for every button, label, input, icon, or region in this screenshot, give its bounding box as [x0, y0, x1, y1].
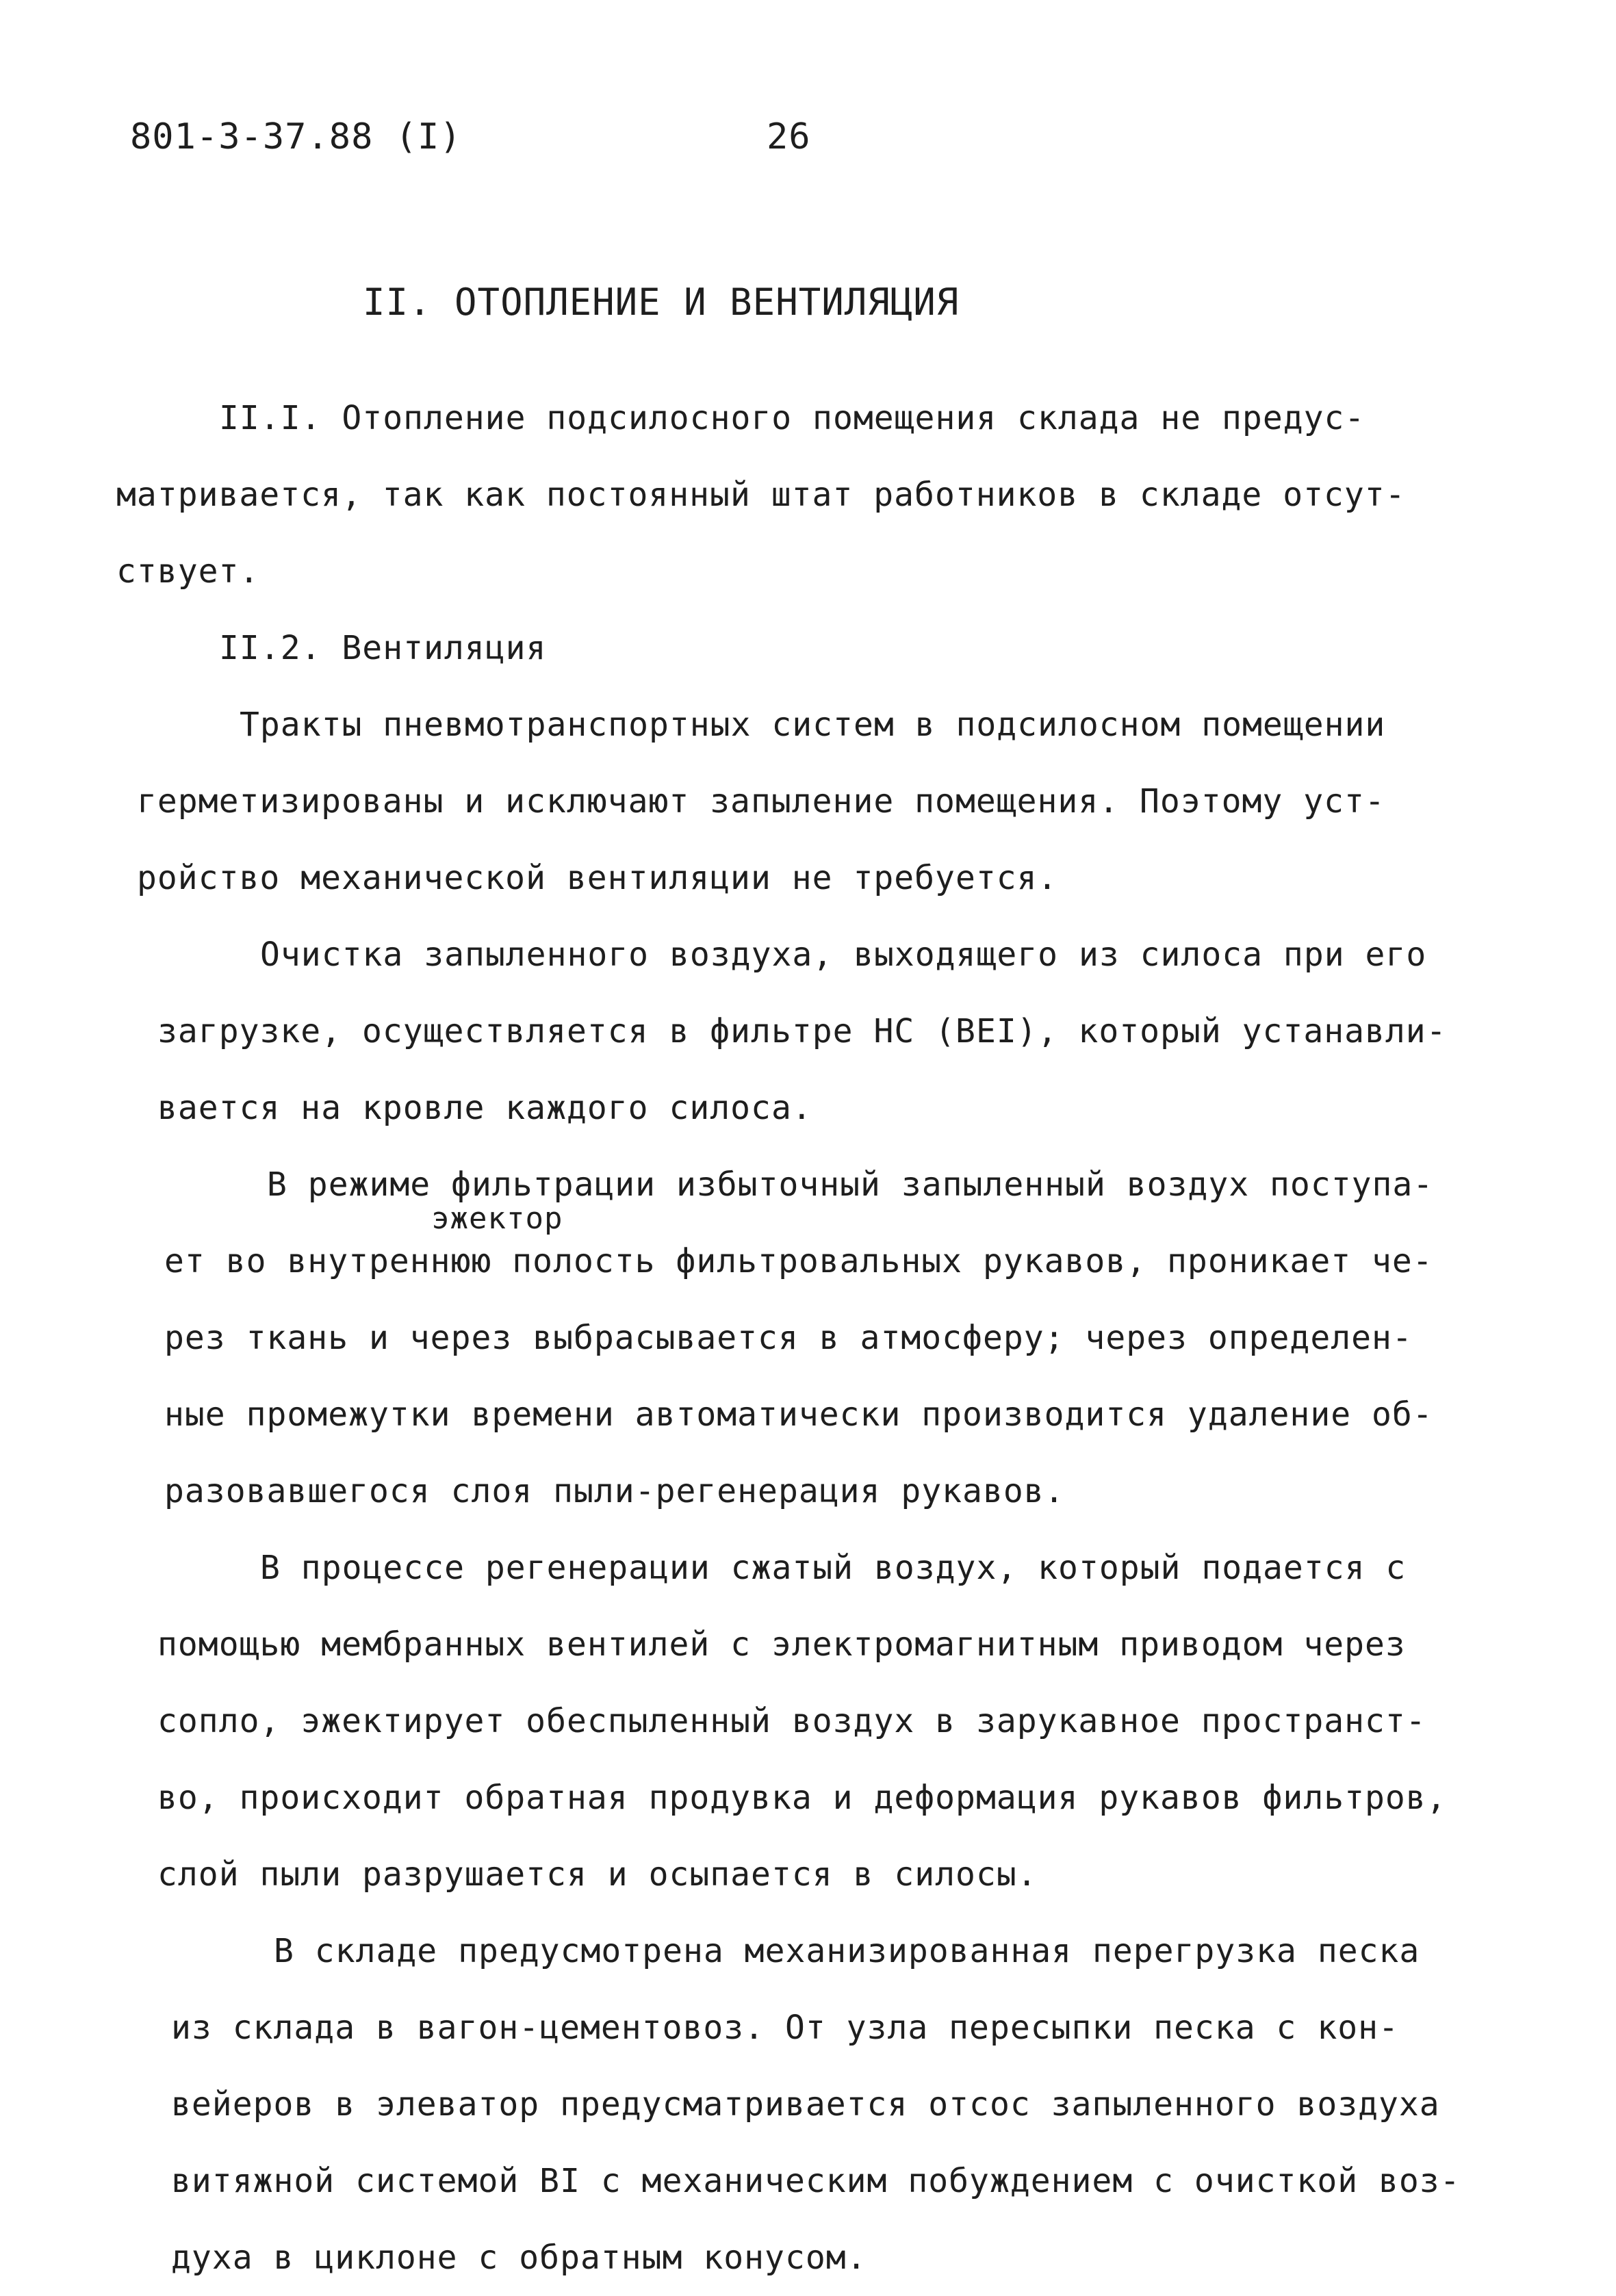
text-line: витяжной системой ВI с механическим побуждением с очисткой воз-: [171, 2162, 1461, 2200]
text-line: сопло, эжектирует обеспыленный воздух в зарукавное пространст-: [157, 1702, 1426, 1740]
text-line: ствует.: [116, 552, 260, 591]
paragraph-pneumatic-tracts: [137, 686, 1492, 916]
text-line: загрузке, осуществляется в фильтре НС (ВЕI), который устанавли-: [157, 1012, 1447, 1050]
text-line: во, происходит обратная продувка и деформация рукавов фильтров,: [157, 1779, 1447, 1817]
text-line: вейеров в элеватор предусматривается отсос запыленного воздуха: [171, 2085, 1440, 2124]
text-line: матривается, так как постоянный штат работников в складе отсут-: [116, 476, 1406, 514]
text-line: из склада в вагон-цементовоз. От узла пересыпки песка с кон-: [171, 2009, 1399, 2047]
text-line: разовавшегося слоя пыли-регенерация рукавов.: [164, 1472, 1065, 1510]
document-body: [116, 380, 1492, 2296]
document-code: 801-3-37.88 (I): [130, 116, 462, 157]
text-line: слой пыли разрушается и осыпается в силосы.: [157, 1855, 1038, 1894]
text-line: II.I. Отопление подсилосного помещения склада не предус-: [219, 399, 1365, 437]
paragraph-filtration-mode: [164, 1146, 1492, 1530]
section-title: II. ОТОПЛЕНИЕ И ВЕНТИЛЯЦИЯ: [363, 281, 960, 324]
paragraph-ventilation-heading: [116, 610, 1492, 686]
paragraph-air-cleaning: [157, 916, 1492, 1146]
text-line: В процессе регенерации сжатый воздух, который подается с: [260, 1549, 1407, 1587]
text-line: В складе предусмотрена механизированная перегрузка песка: [274, 1932, 1420, 1970]
paragraph-sand-transfer: [171, 1913, 1492, 2296]
text-line: Тракты пневмотранспортных систем в подсилосном помещении: [240, 706, 1386, 744]
subsection-heading: II.2. Вентиляция: [219, 629, 547, 667]
paragraph-regeneration: [157, 1530, 1492, 1913]
text-line: духа в циклоне с обратным конусом.: [171, 2239, 867, 2277]
text-line: ные промежутки времени автоматически производится удаление об-: [164, 1395, 1433, 1434]
text-line: вается на кровле каждого силоса.: [157, 1089, 812, 1127]
text-line: В режиме фильтрации избыточный запыленный воздух поступа-: [267, 1165, 1434, 1204]
handwritten-insert-word: эжектор: [431, 1201, 563, 1236]
paragraph-heating: [116, 380, 1492, 610]
text-line: ет во внутреннюю полость фильтровальных рукавов, проникает че-: [164, 1242, 1433, 1280]
page-number: 26: [767, 116, 811, 157]
text-line: помощью мембранных вентилей с электромагнитным приводом через: [157, 1625, 1406, 1664]
text-line: ройство механической вентиляции не требуется.: [137, 859, 1058, 897]
text-line: рез ткань и через выбрасывается в атмосферу; через определен-: [164, 1319, 1413, 1357]
text-line: герметизированы и исключают запыление помещения. Поэтому уст-: [137, 782, 1385, 821]
text-line: Очистка запыленного воздуха, выходящего из силоса при его: [260, 936, 1427, 974]
